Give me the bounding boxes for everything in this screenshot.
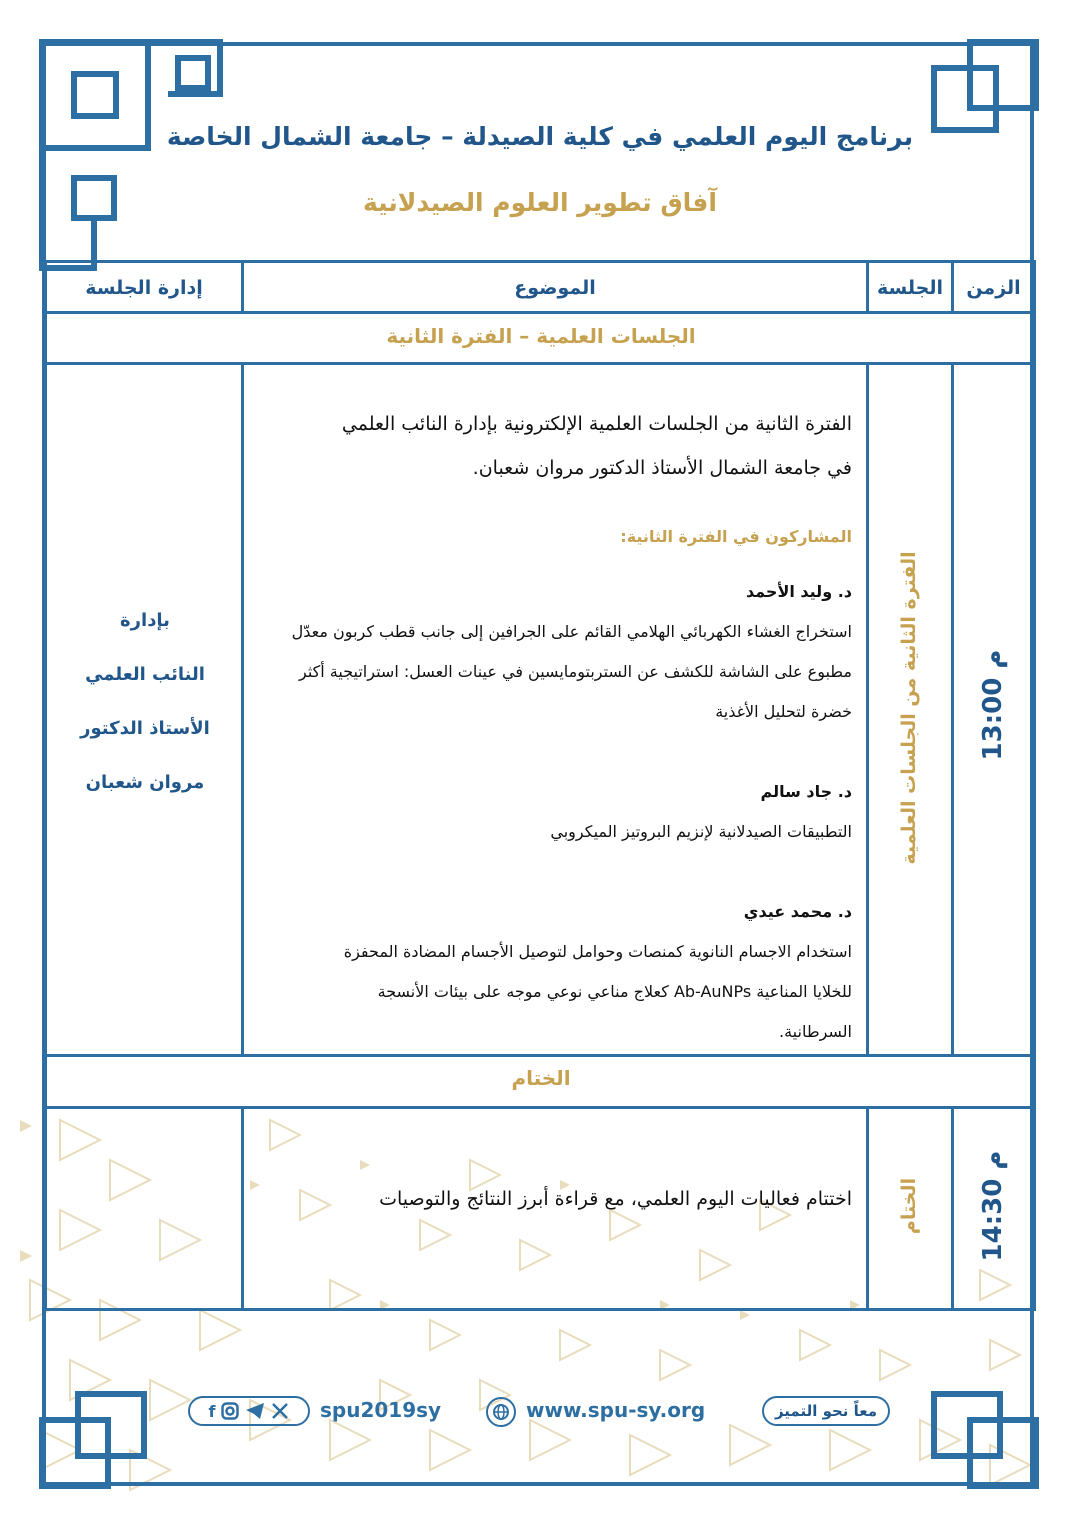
management-line: الأستاذ الدكتور	[80, 718, 210, 739]
row2-topic: اختتام فعاليات اليوم العلمي، مع قراءة أبرز النتائج والتوصيات	[379, 1188, 852, 1210]
speaker-3-name: د. محمد عيدي	[743, 902, 852, 921]
page-subtitle: آفاق تطوير العلوم الصيدلانية	[362, 188, 718, 217]
column-header-time: الزمن	[966, 277, 1021, 299]
speaker-3-topic-line: استخدام الاجسام النانوية كمنصات وحوامل لتوصيل الأجسام المضادة المحفزة	[343, 942, 852, 961]
corner-ornament-bottom-right	[930, 1390, 1042, 1490]
slogan-pill	[762, 1396, 890, 1426]
speaker-1-topic-line: استخراج الغشاء الكهربائي الهلامي القائم على الجرافين إلى جانب قطب كربون معدّل	[291, 622, 852, 641]
closing-title: الختام	[511, 1066, 571, 1090]
section-title: الجلسات العلمية – الفترة الثانية	[386, 324, 696, 348]
corner-ornament-bottom-left	[38, 1390, 154, 1490]
speaker-2-name: د. جاد سالم	[760, 782, 852, 801]
row1-intro	[256, 402, 852, 490]
speaker-1-topic	[256, 612, 852, 732]
row1-intro-line1: الفترة الثانية من الجلسات العلمية الإلكترونية بإدارة النائب العلمي	[341, 413, 852, 435]
row2-session: الختام	[898, 1177, 920, 1235]
management-line: بإدارة	[120, 610, 170, 631]
row2-time-suffix: م	[978, 1150, 1008, 1170]
column-header-management: إدارة الجلسة	[85, 277, 203, 299]
social-icons-pill	[188, 1396, 310, 1426]
globe-pill	[486, 1397, 516, 1427]
row1-time-suffix: م	[978, 649, 1008, 669]
speaker-1-topic-line: مطبوع على الشاشة للكشف عن الستربتومايسين في عينات العسل: استراتيجية أكثر	[298, 662, 852, 681]
speaker-3-topic	[256, 932, 852, 1052]
slogan-text: معاً نحو التميز	[774, 1402, 878, 1420]
globe-icon	[492, 1403, 510, 1421]
page-title: برنامج اليوم العلمي في كلية الصيدلة – جامعة الشمال الخاصة	[166, 122, 914, 151]
speaker-2-topic	[256, 812, 852, 852]
speaker-3-topic-line: للخلايا المناعية Ab-AuNPs كعلاج مناعي نوعي موجه على بيئات الأنسجة	[377, 982, 852, 1001]
row1-management	[48, 594, 242, 810]
management-line: النائب العلمي	[85, 664, 205, 685]
participants-label: المشاركون في الفترة الثانية:	[620, 527, 852, 546]
speaker-3-topic-line: السرطانية.	[779, 1022, 852, 1041]
social-handle[interactable]: spu2019sy	[320, 1398, 442, 1422]
speaker-1-name: د. وليد الأحمد	[745, 582, 852, 601]
column-header-topic: الموضوع	[514, 277, 596, 299]
row2-time-value: 14:30	[978, 1178, 1008, 1262]
speaker-1-topic-line: خضرة لتحليل الأغذية	[715, 702, 852, 721]
corner-ornament-top-left	[38, 38, 228, 278]
website-link[interactable]: www.spu-sy.org	[526, 1398, 706, 1422]
instagram-icon[interactable]	[221, 1402, 239, 1420]
row2-time	[978, 1151, 1008, 1262]
row1-time-value: 13:00	[978, 677, 1008, 761]
management-line: مروان شعبان	[85, 772, 205, 793]
row1-time	[978, 650, 1008, 761]
speaker-2-topic-line: التطبيقات الصيدلانية لإنزيم البروتيز الميكروبي	[550, 822, 852, 841]
row1-session: الفترة الثانية من الجلسات العلمية	[898, 551, 920, 865]
telegram-icon[interactable]	[245, 1402, 265, 1420]
column-header-session: الجلسة	[877, 277, 943, 299]
facebook-icon[interactable]: f	[208, 1401, 216, 1421]
row1-intro-line2: في جامعة الشمال الأستاذ الدكتور مروان شعبان.	[472, 457, 852, 479]
x-icon[interactable]	[271, 1402, 289, 1420]
